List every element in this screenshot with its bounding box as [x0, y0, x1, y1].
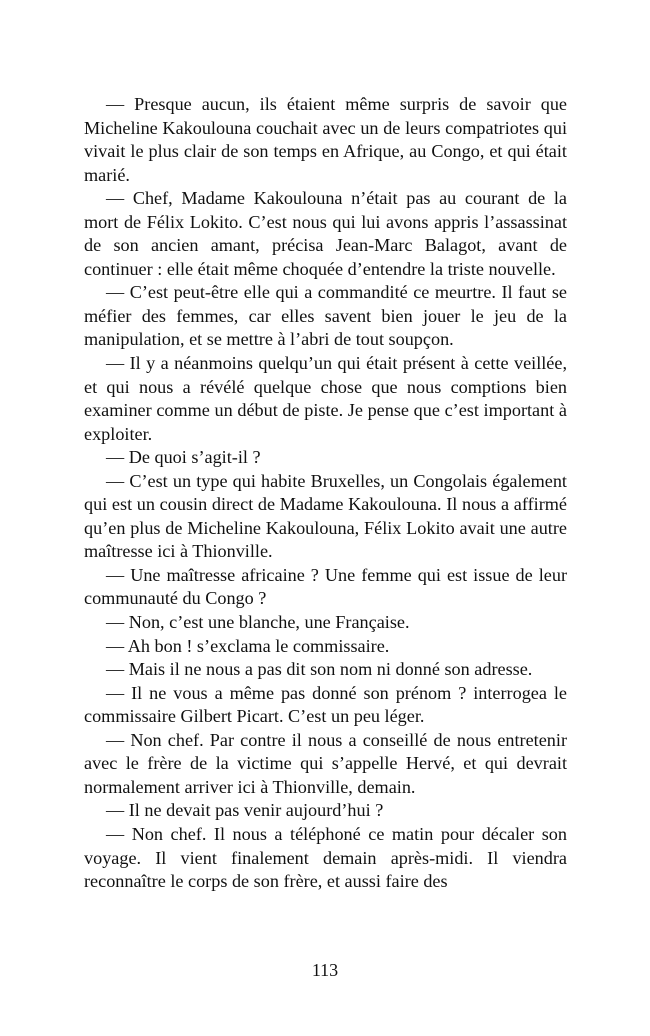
paragraph: — Il ne vous a même pas donné son prénom ? interrogea le commissaire Gilbert Picart. C’est un peu léger.	[84, 682, 567, 727]
paragraph: — Ah bon ! s’exclama le commissaire.	[106, 635, 390, 656]
paragraph: — Mais il ne nous a pas dit son nom ni donné son adresse.	[106, 659, 533, 680]
paragraph: — De quoi s’agit-il ?	[106, 447, 261, 468]
paragraph: — Non chef. Il nous a téléphoné ce matin pour décaler son voyage. Il vient finalement demain après-midi. Il viendra reconnaître le corps de son frère, et aussi faire des	[84, 823, 567, 892]
paragraph: — Non, c’est une blanche, une Française.	[106, 612, 410, 633]
page-number: 113	[311, 960, 339, 980]
paragraph: — Presque aucun, ils étaient même surpris de savoir que Micheline Kakoulouna couchait avec un de leurs compatriotes qui vivait le plus clair de son temps en Afrique, au Congo, et qui était marié.	[84, 94, 567, 185]
paragraph: — C’est un type qui habite Bruxelles, un Congolais également qui est un cousin direct de Madame Kakoulouna. Il nous a affirmé qu’en plus de Micheline Kakoulouna, Félix Lokito avait une autre maîtresse ici à Thionville.	[84, 470, 567, 562]
paragraph: — Il ne devait pas venir aujourd’hui ?	[106, 800, 384, 821]
paragraph: — Une maîtresse africaine ? Une femme qui est issue de leur communauté du Congo ?	[84, 564, 567, 609]
book-page	[84, 93, 567, 894]
paragraph: — Non chef. Par contre il nous a conseillé de nous entretenir avec le frère de la victime qui s’appelle Hervé, et qui devrait normalement arriver ici à Thionville, demain.	[84, 729, 567, 797]
paragraph: — C’est peut-être elle qui a commandité ce meurtre. Il faut se méfier des femmes, car elles savent bien jouer le jeu de la manipulation, et se mettre à l’abri de tout soupçon.	[84, 282, 567, 350]
paragraph: — Chef, Madame Kakoulouna n’était pas au courant de la mort de Félix Lokito. C’est nous qui lui avons appris l’assassinat de son ancien amant, précisa Jean-Marc Balagot, avant de continuer : elle était même choquée d’entendre la triste nouvelle.	[84, 188, 567, 279]
paragraph: — Il y a néanmoins quelqu’un qui était présent à cette veillée, et qui nous a révélé quelque chose que nous comptions bien examiner comme un début de piste. Je pense que c’est important à exploiter.	[84, 353, 567, 444]
body-text	[84, 93, 567, 894]
